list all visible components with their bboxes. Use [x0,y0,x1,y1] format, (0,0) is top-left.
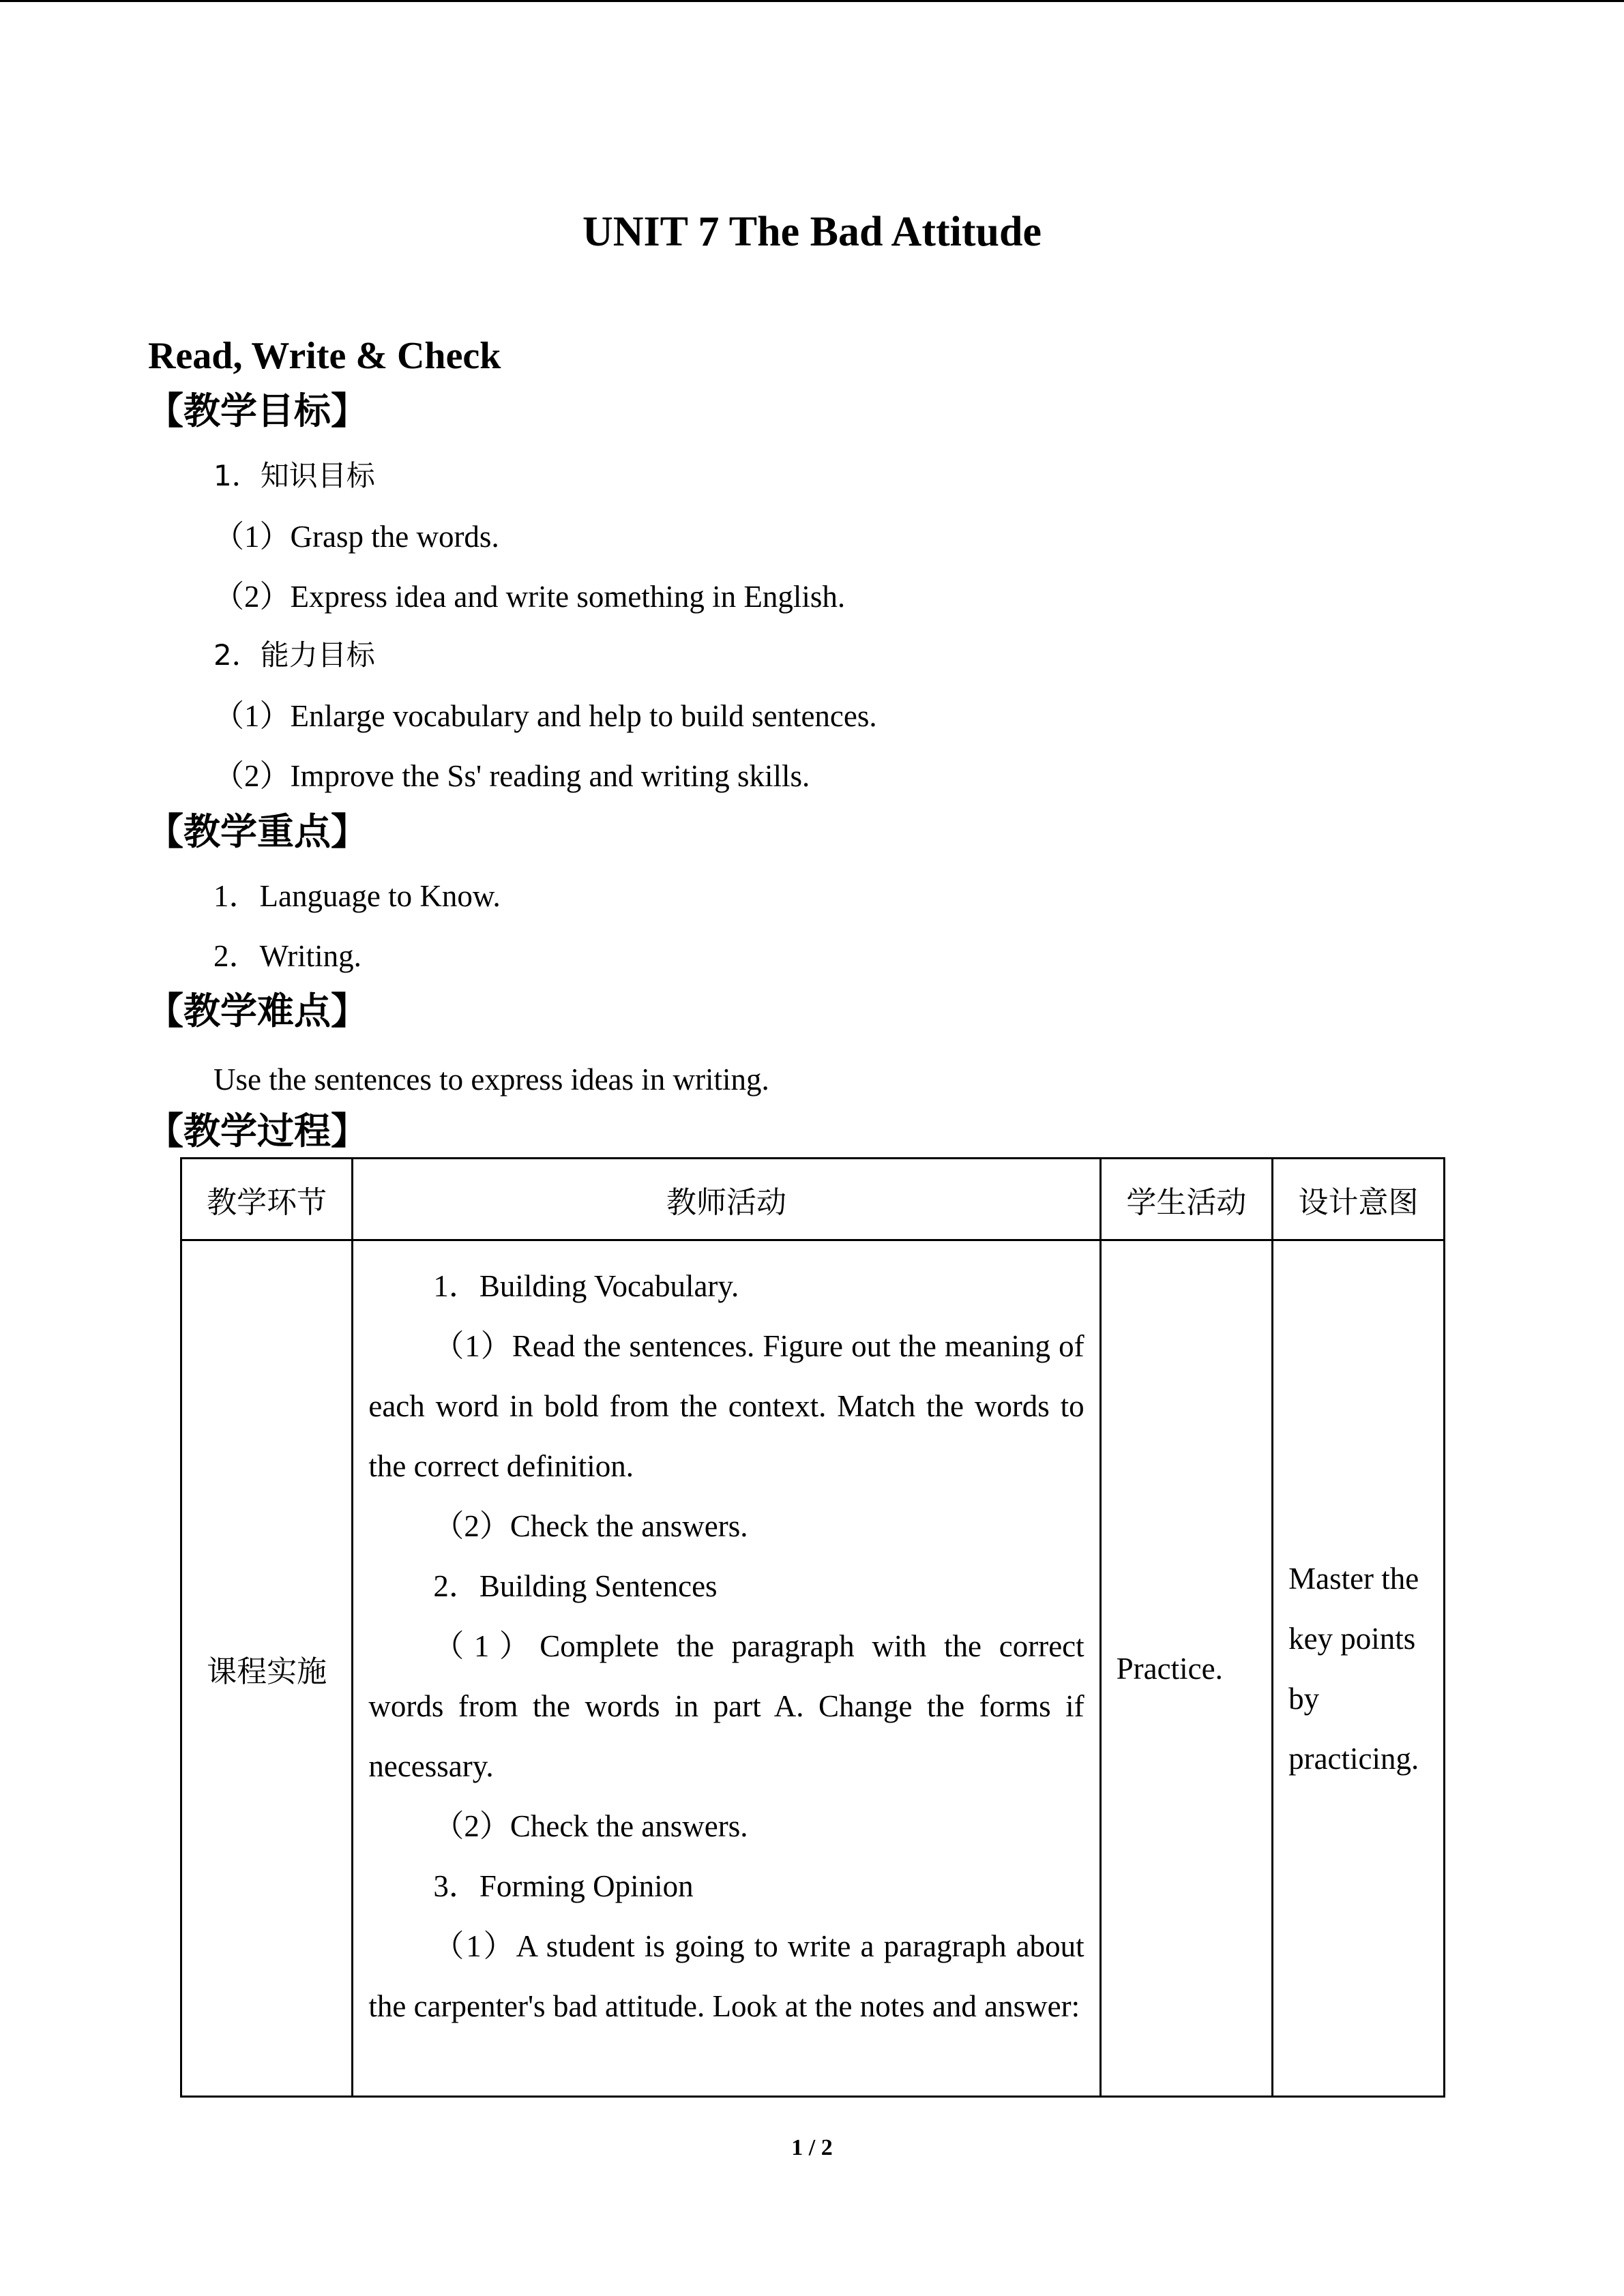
teacher-step: （1）Read the sentences. Figure out the meaning of each word in bold from the context. Match the words to the correct definition. [368,1329,1084,1483]
student-activity-cell: Practice. [1100,1240,1272,2097]
teaching-process-table [180,1157,1445,2098]
table-row [181,1240,1445,2097]
knowledge-item-1: （1）Grasp the words. [213,520,499,554]
key-point-2: 2．Writing. [213,939,361,973]
teacher-step: （1）Complete the paragraph with the correct words from the words in part A. Change the forms if necessary. [368,1629,1084,1783]
column-header-student-activity: 学生活动 [1100,1159,1272,1240]
difficulty-text: Use the sentences to express ideas in writing. [213,1062,769,1097]
knowledge-objective-label: 1．知识目标 [213,459,375,492]
knowledge-item-2: （2）Express idea and write something in English. [213,580,846,614]
objectives-heading: 【教学目标】 [147,389,368,432]
page-number: 1 / 2 [791,2135,833,2160]
ability-item-2: （2）Improve the Ss' reading and writing skills. [213,759,810,793]
teacher-step: 2．Building Sentences [433,1569,718,1603]
teacher-activity-cell [353,1240,1100,2097]
column-header-teacher-activity: 教师活动 [353,1159,1100,1240]
teacher-step: 3．Forming Opinion [433,1869,694,1903]
process-heading: 【教学过程】 [147,1109,368,1152]
table-header-row [181,1159,1445,1240]
document-title: UNIT 7 The Bad Attitude [582,209,1042,255]
ability-objective-label: 2．能力目标 [213,638,375,672]
teacher-step: 1．Building Vocabulary. [433,1269,739,1303]
column-header-design-intent: 设计意图 [1273,1159,1445,1240]
difficulties-heading: 【教学难点】 [147,989,368,1032]
top-border-line [0,0,1624,2]
teacher-step: （2）Check the answers. [433,1509,748,1543]
ability-item-1: （1）Enlarge vocabulary and help to build sentences. [213,699,877,733]
section-subtitle: Read, Write & Check [148,335,501,377]
design-intent-cell: Master the key points by practicing. [1273,1240,1445,2097]
stage-cell: 课程实施 [181,1240,353,2097]
teacher-step: （2）Check the answers. [433,1809,748,1843]
column-header-stage: 教学环节 [181,1159,353,1240]
key-points-heading: 【教学重点】 [147,810,368,853]
teacher-step: （1）A student is going to write a paragraph about the carpenter's bad attitude. Look at the notes and answer: [368,1929,1084,2023]
key-point-1: 1．Language to Know. [213,879,501,913]
